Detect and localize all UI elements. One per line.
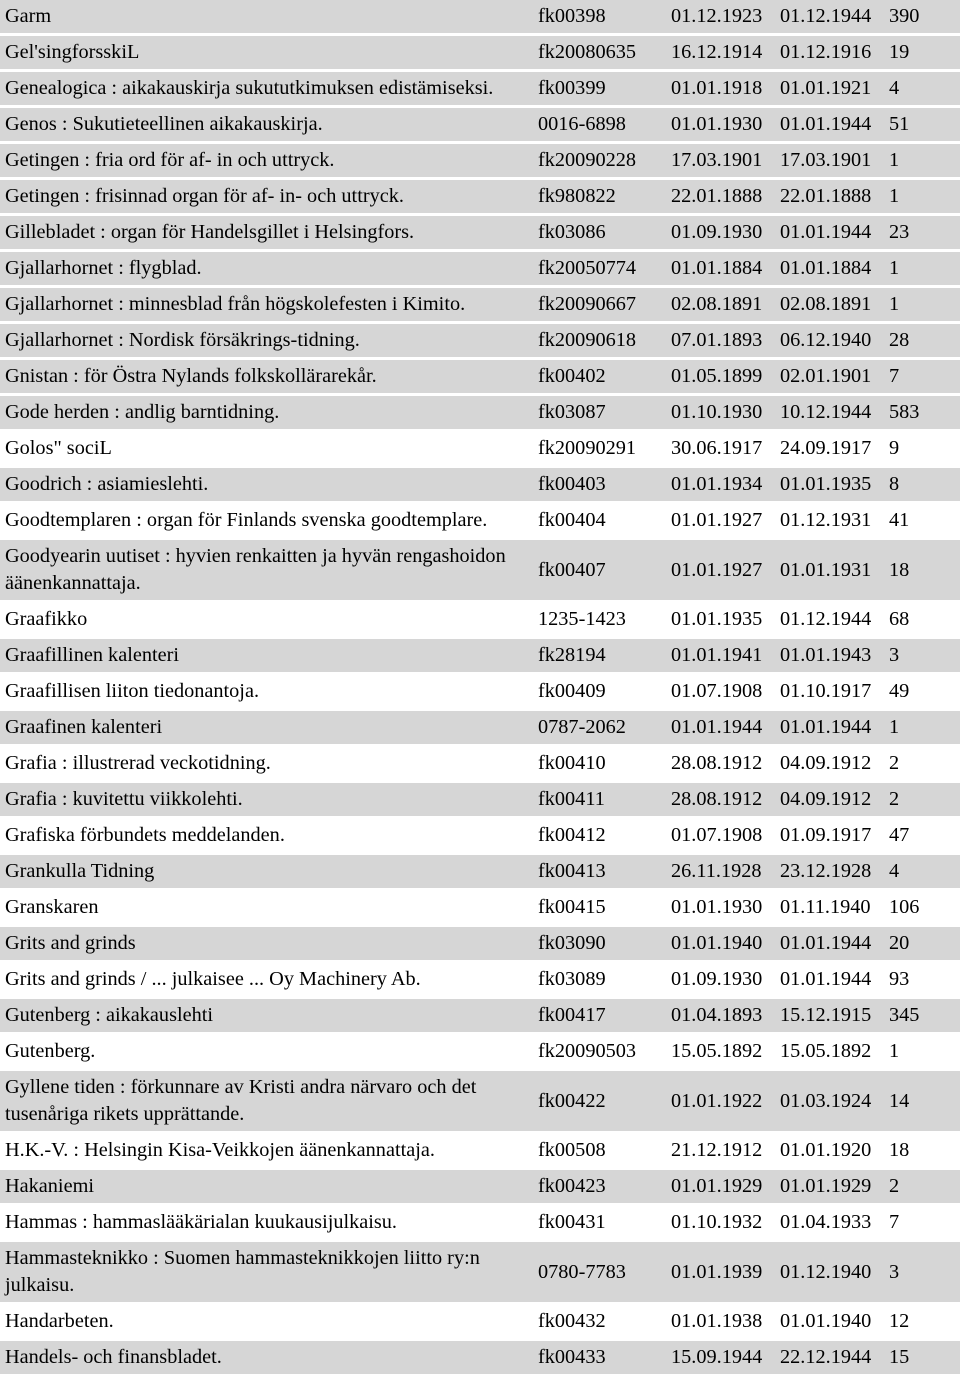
issue-count: 2 <box>887 1169 960 1205</box>
periodical-title: Graafikko <box>5 608 88 630</box>
periodical-title: Gel'singforsskiL <box>0 35 533 71</box>
end-date: 01.01.1944 <box>780 968 872 990</box>
table-row <box>0 1241 960 1304</box>
periodical-id: fk980822 <box>533 179 668 215</box>
start-date: 28.08.1912 <box>668 782 777 818</box>
periodical-title: H.K.-V. : Helsingin Kisa-Veikkojen äänenkannattaja. <box>5 1139 435 1161</box>
start-date: 01.07.1908 <box>671 824 763 846</box>
periodical-id: fk00413 <box>533 854 668 890</box>
start-date: 21.12.1912 <box>671 1139 763 1161</box>
end-date: 10.12.1944 <box>777 395 887 431</box>
end-date: 01.01.1921 <box>777 71 887 107</box>
periodical-title: Grits and grinds <box>0 926 533 962</box>
issue-count: 20 <box>887 926 960 962</box>
issue-count: 7 <box>887 359 960 395</box>
start-date: 28.08.1912 <box>671 752 763 774</box>
periodical-title: Grafiska förbundets meddelanden. <box>5 824 285 846</box>
issue-count: 1 <box>887 179 960 215</box>
table-row <box>0 467 960 503</box>
periodical-title: Goodyearin uutiset : hyvien renkaitten ja hyvän rengashoidon äänenkannattaja. <box>0 539 533 602</box>
start-date: 15.09.1944 <box>668 1340 777 1376</box>
periodical-id: fk00412 <box>538 824 606 846</box>
table-row <box>0 1169 960 1205</box>
issue-count: 47 <box>889 824 910 846</box>
end-date: 02.01.1901 <box>777 359 887 395</box>
periodical-title: Gutenberg : aikakauslehti <box>0 998 533 1034</box>
table-row <box>0 746 960 782</box>
periodical-id: fk20090667 <box>533 287 668 323</box>
start-date: 01.01.1940 <box>668 926 777 962</box>
start-date: 01.01.1918 <box>668 71 777 107</box>
start-date: 17.03.1901 <box>668 143 777 179</box>
start-date: 01.04.1893 <box>668 998 777 1034</box>
table-row <box>0 818 960 854</box>
end-date: 22.01.1888 <box>777 179 887 215</box>
issue-count: 41 <box>889 509 910 531</box>
periodical-title: Gjallarhornet : Nordisk försäkrings-tidning. <box>0 323 533 359</box>
start-date: 15.05.1892 <box>671 1040 763 1062</box>
periodical-id: fk00410 <box>538 752 606 774</box>
start-date: 22.01.1888 <box>668 179 777 215</box>
periodical-id: 0787-2062 <box>533 710 668 746</box>
periodical-title: Goodtemplaren : organ för Finlands svenska goodtemplare. <box>5 509 488 531</box>
start-date: 01.01.1884 <box>668 251 777 287</box>
start-date: 01.01.1929 <box>668 1169 777 1205</box>
end-date: 01.01.1944 <box>777 926 887 962</box>
periodical-title: Genos : Sukutieteellinen aikakauskirja. <box>0 107 533 143</box>
start-date: 01.01.1944 <box>668 710 777 746</box>
end-date: 04.09.1912 <box>780 752 872 774</box>
end-date: 01.01.1944 <box>777 107 887 143</box>
table-row <box>0 215 960 251</box>
end-date: 23.12.1928 <box>777 854 887 890</box>
issue-count: 2 <box>887 782 960 818</box>
issue-count: 28 <box>887 323 960 359</box>
start-date: 01.09.1930 <box>668 215 777 251</box>
table-row <box>0 0 960 35</box>
table-row <box>0 143 960 179</box>
issue-count: 1 <box>887 287 960 323</box>
issue-count: 9 <box>889 437 900 459</box>
table-row <box>0 998 960 1034</box>
periodical-title: Getingen : fria ord för af- in och uttryck. <box>0 143 533 179</box>
periodical-id: fk00508 <box>538 1139 606 1161</box>
periodical-title: Hammasteknikko : Suomen hammasteknikkojen liitto ry:n julkaisu. <box>0 1241 533 1304</box>
table-row <box>0 710 960 746</box>
table-row <box>0 1034 960 1070</box>
issue-count: 1 <box>887 143 960 179</box>
issue-count: 15 <box>887 1340 960 1376</box>
periodical-title: Handarbeten. <box>5 1310 114 1332</box>
start-date: 01.01.1927 <box>668 539 777 602</box>
table-row <box>0 1304 960 1340</box>
table-row <box>0 323 960 359</box>
table-row <box>0 1133 960 1169</box>
table-row <box>0 251 960 287</box>
issue-count: 23 <box>887 215 960 251</box>
start-date: 01.09.1930 <box>671 968 763 990</box>
end-date: 01.10.1917 <box>780 680 872 702</box>
periodical-title: Gutenberg. <box>5 1040 96 1062</box>
start-date: 16.12.1914 <box>668 35 777 71</box>
issue-count: 1 <box>887 710 960 746</box>
periodical-id: fk00423 <box>533 1169 668 1205</box>
table-row <box>0 35 960 71</box>
periodical-id: fk00433 <box>533 1340 668 1376</box>
periodical-id: fk00411 <box>533 782 668 818</box>
periodical-title: Grankulla Tidning <box>0 854 533 890</box>
periodical-title: Grits and grinds / ... julkaisee ... Oy Machinery Ab. <box>5 968 421 990</box>
periodical-id: fk20080635 <box>533 35 668 71</box>
end-date: 04.09.1912 <box>777 782 887 818</box>
periodical-id: fk00398 <box>533 0 668 35</box>
table-row <box>0 638 960 674</box>
periodical-title: Gjallarhornet : minnesblad från högskolefesten i Kimito. <box>0 287 533 323</box>
periodical-id: fk20050774 <box>533 251 668 287</box>
table-row <box>0 674 960 710</box>
end-date: 01.01.1943 <box>777 638 887 674</box>
end-date: 01.03.1924 <box>777 1070 887 1133</box>
issue-count: 7 <box>889 1211 900 1233</box>
issue-count: 345 <box>887 998 960 1034</box>
start-date: 02.08.1891 <box>668 287 777 323</box>
start-date: 01.01.1934 <box>668 467 777 503</box>
issue-count: 12 <box>889 1310 910 1332</box>
end-date: 01.01.1920 <box>780 1139 872 1161</box>
start-date: 01.01.1930 <box>668 107 777 143</box>
issue-count: 390 <box>887 0 960 35</box>
periodical-id: fk20090228 <box>533 143 668 179</box>
table-row <box>0 71 960 107</box>
periodical-id: 1235-1423 <box>538 608 626 630</box>
issue-count: 4 <box>887 71 960 107</box>
end-date: 17.03.1901 <box>777 143 887 179</box>
table-row <box>0 782 960 818</box>
periodical-title: Golos" sociL <box>5 437 112 459</box>
start-date: 01.10.1930 <box>668 395 777 431</box>
start-date: 01.07.1908 <box>671 680 763 702</box>
table-row <box>0 287 960 323</box>
periodical-id: 0780-7783 <box>533 1241 668 1304</box>
periodical-id: fk00431 <box>538 1211 606 1233</box>
periodical-id: fk00417 <box>533 998 668 1034</box>
table-row <box>0 602 960 638</box>
table-row <box>0 926 960 962</box>
table-row <box>0 539 960 602</box>
issue-count: 1 <box>889 1040 900 1062</box>
start-date: 01.12.1923 <box>668 0 777 35</box>
start-date: 01.01.1927 <box>671 509 763 531</box>
periodical-id: fk03089 <box>538 968 606 990</box>
start-date: 07.01.1893 <box>668 323 777 359</box>
periodical-id: fk03090 <box>533 926 668 962</box>
end-date: 01.01.1940 <box>780 1310 872 1332</box>
start-date: 01.05.1899 <box>668 359 777 395</box>
periodical-id: fk28194 <box>533 638 668 674</box>
end-date: 01.01.1931 <box>777 539 887 602</box>
periodical-id: fk00402 <box>533 359 668 395</box>
table-row <box>0 1340 960 1376</box>
end-date: 24.09.1917 <box>780 437 872 459</box>
issue-count: 8 <box>887 467 960 503</box>
end-date: 01.12.1916 <box>777 35 887 71</box>
end-date: 01.01.1935 <box>777 467 887 503</box>
periodical-id: fk00415 <box>538 896 606 918</box>
periodical-id: fk20090618 <box>533 323 668 359</box>
issue-count: 49 <box>889 680 910 702</box>
periodical-id: fk00432 <box>538 1310 606 1332</box>
issue-count: 51 <box>887 107 960 143</box>
table-row <box>0 107 960 143</box>
periodical-id: fk00422 <box>533 1070 668 1133</box>
periodical-id: fk20090503 <box>538 1040 637 1062</box>
table-row <box>0 503 960 539</box>
end-date: 01.01.1944 <box>777 710 887 746</box>
periodical-title: Hammas : hammaslääkärialan kuukausijulkaisu. <box>5 1211 397 1233</box>
end-date: 01.12.1944 <box>777 0 887 35</box>
start-date: 01.10.1932 <box>671 1211 763 1233</box>
issue-count: 3 <box>887 1241 960 1304</box>
issue-count: 583 <box>887 395 960 431</box>
periodical-title: Goodrich : asiamieslehti. <box>0 467 533 503</box>
periodical-title: Grafia : illustrerad veckotidning. <box>5 752 271 774</box>
start-date: 01.01.1941 <box>668 638 777 674</box>
issue-count: 4 <box>887 854 960 890</box>
periodical-title: Grafia : kuvitettu viikkolehti. <box>0 782 533 818</box>
end-date: 15.05.1892 <box>780 1040 872 1062</box>
periodical-title: Graafillisen liiton tiedonantoja. <box>5 680 260 702</box>
end-date: 01.12.1944 <box>780 608 872 630</box>
end-date: 01.01.1944 <box>777 215 887 251</box>
periodical-title: Graafillinen kalenteri <box>0 638 533 674</box>
issue-count: 106 <box>889 896 920 918</box>
start-date: 30.06.1917 <box>671 437 763 459</box>
end-date: 22.12.1944 <box>777 1340 887 1376</box>
periodical-title: Gillebladet : organ för Handelsgillet i Helsingfors. <box>0 215 533 251</box>
end-date: 02.08.1891 <box>777 287 887 323</box>
periodical-title: Gjallarhornet : flygblad. <box>0 251 533 287</box>
periodical-title: Gnistan : för Östra Nylands folkskollärarekår. <box>0 359 533 395</box>
periodical-id: fk00403 <box>533 467 668 503</box>
periodical-title: Garm <box>0 0 533 35</box>
periodical-id: fk00407 <box>533 539 668 602</box>
periodical-title: Getingen : frisinnad organ för af- in- och uttryck. <box>0 179 533 215</box>
issue-count: 14 <box>887 1070 960 1133</box>
table-row <box>0 1070 960 1133</box>
start-date: 01.01.1939 <box>668 1241 777 1304</box>
table-row <box>0 962 960 998</box>
periodical-id: fk03087 <box>533 395 668 431</box>
periodical-title: Graafinen kalenteri <box>0 710 533 746</box>
issue-count: 2 <box>889 752 900 774</box>
table-row <box>0 1205 960 1241</box>
end-date: 01.01.1884 <box>777 251 887 287</box>
table-row <box>0 395 960 431</box>
periodical-title: Handels- och finansbladet. <box>0 1340 533 1376</box>
end-date: 01.11.1940 <box>780 896 871 918</box>
start-date: 01.01.1938 <box>671 1310 763 1332</box>
periodical-id: fk00404 <box>538 509 606 531</box>
periodical-id: fk00399 <box>533 71 668 107</box>
start-date: 01.01.1930 <box>671 896 763 918</box>
issue-count: 68 <box>889 608 910 630</box>
periodical-id: fk00409 <box>538 680 606 702</box>
start-date: 01.01.1935 <box>671 608 763 630</box>
periodical-id: fk03086 <box>533 215 668 251</box>
issue-count: 18 <box>887 539 960 602</box>
end-date: 01.01.1929 <box>777 1169 887 1205</box>
table-row <box>0 890 960 926</box>
table-row <box>0 854 960 890</box>
end-date: 06.12.1940 <box>777 323 887 359</box>
end-date: 01.12.1931 <box>780 509 872 531</box>
issue-count: 19 <box>887 35 960 71</box>
issue-count: 3 <box>887 638 960 674</box>
periodical-id: 0016-6898 <box>533 107 668 143</box>
start-date: 26.11.1928 <box>668 854 777 890</box>
periodical-title: Gode herden : andlig barntidning. <box>0 395 533 431</box>
table-row <box>0 431 960 467</box>
periodical-title: Gyllene tiden : förkunnare av Kristi andra närvaro och det tusenåriga rikets upprättande. <box>0 1070 533 1133</box>
end-date: 01.04.1933 <box>780 1211 872 1233</box>
issue-count: 93 <box>889 968 910 990</box>
table-row <box>0 359 960 395</box>
start-date: 01.01.1922 <box>668 1070 777 1133</box>
periodical-id: fk20090291 <box>538 437 637 459</box>
end-date: 15.12.1915 <box>777 998 887 1034</box>
periodical-title: Granskaren <box>5 896 99 918</box>
periodical-title: Genealogica : aikakauskirja sukututkimuksen edistämiseksi. <box>0 71 533 107</box>
end-date: 01.12.1940 <box>777 1241 887 1304</box>
table-row <box>0 179 960 215</box>
issue-count: 1 <box>887 251 960 287</box>
end-date: 01.09.1917 <box>780 824 872 846</box>
periodical-title: Hakaniemi <box>0 1169 533 1205</box>
issue-count: 18 <box>889 1139 910 1161</box>
